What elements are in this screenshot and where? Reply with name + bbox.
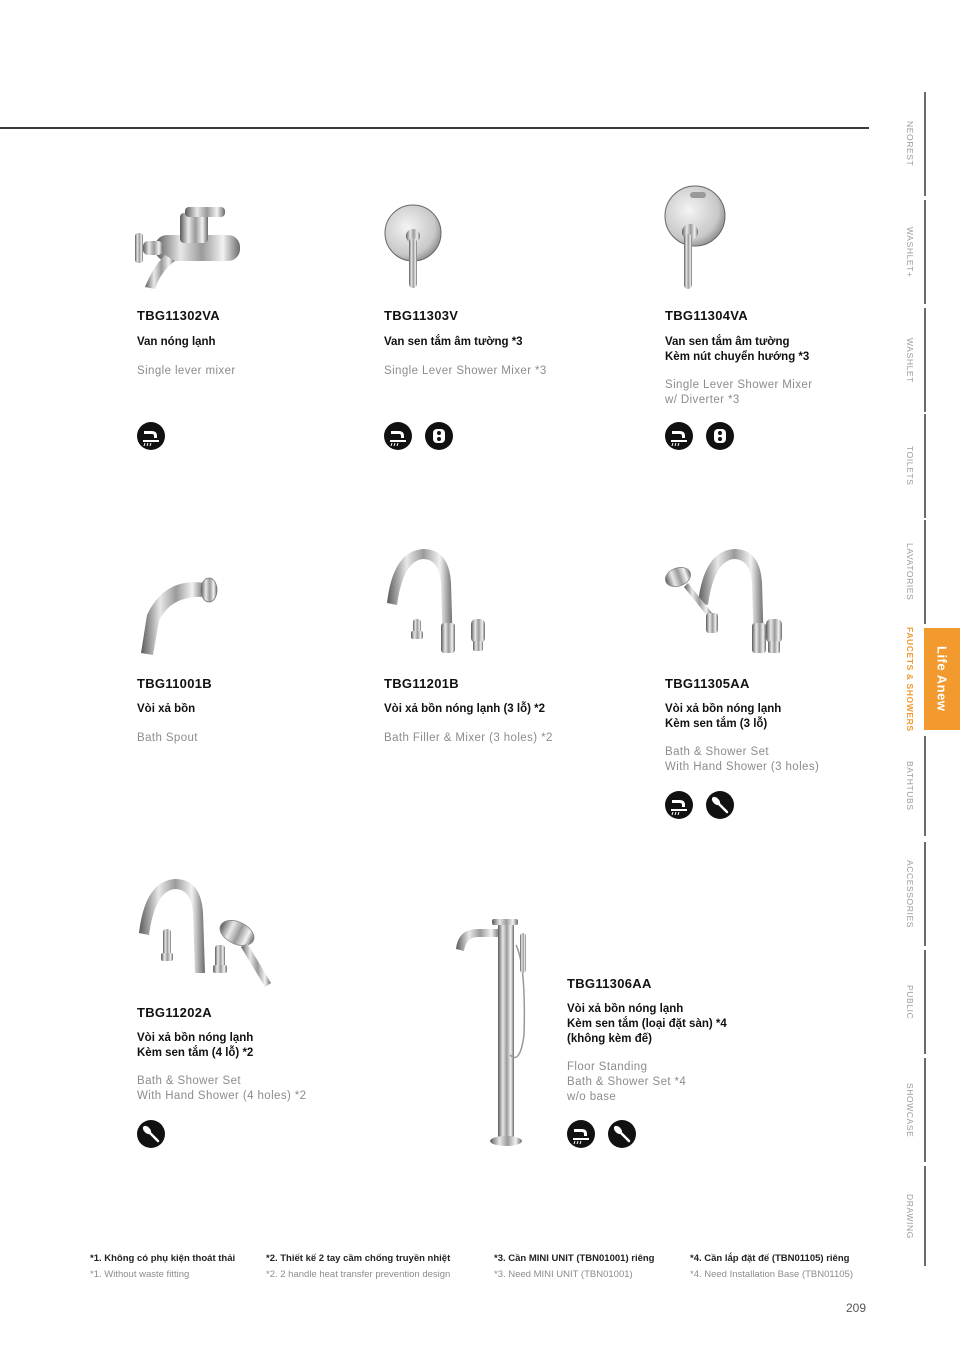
nav-label: SHOWCASE	[905, 1082, 915, 1138]
product-name-vn-line: Vòi xả bồn nóng lạnh	[665, 703, 782, 715]
product-name-vn	[567, 1002, 727, 1047]
nav-label: PUBLIC	[905, 984, 915, 1020]
product-name-en-line: With Hand Shower (3 holes)	[665, 761, 820, 773]
nav-divider	[924, 92, 926, 196]
shower-mixer-diverter-image	[664, 182, 726, 295]
product-name-en-line: With Hand Shower (4 holes) *2	[137, 1090, 307, 1102]
footnote-en: *4. Need Installation Base (TBN01105)	[690, 1269, 853, 1280]
page-number: 209	[846, 1301, 867, 1315]
footnote-vn: *2. Thiết kế 2 tay cầm chống truyền nhiệt	[266, 1253, 451, 1264]
nav-item-washlet[interactable]	[896, 308, 924, 412]
hand-shower-icon	[137, 1120, 165, 1148]
nav-item-faucets-showers[interactable]	[896, 628, 924, 730]
product-name-vn-line: Vòi xả bồn nóng lạnh	[137, 1032, 254, 1044]
header-rule	[0, 127, 869, 129]
nav-label: WASHLET+	[905, 226, 915, 278]
bath-shower-set-4hole-image	[135, 873, 275, 991]
nav-item-public[interactable]	[896, 950, 924, 1054]
product-name-vn	[137, 702, 195, 717]
footnote	[266, 1252, 450, 1282]
product-name-en	[665, 745, 819, 775]
footnote-vn: *1. Không có phụ kiện thoát thải	[90, 1253, 236, 1264]
product-name-en-line: Bath & Shower Set	[137, 1075, 241, 1087]
bath-spout-icon	[665, 791, 693, 819]
shower-mixer-image	[383, 200, 443, 295]
bath-shower-set-3hole-image	[664, 543, 794, 661]
product-name-vn	[665, 335, 809, 365]
bath-spout-icon	[567, 1120, 595, 1148]
product-name-en-line: Bath & Shower Set	[665, 746, 769, 758]
hand-shower-icon	[608, 1120, 636, 1148]
bath-filler-3hole-image	[383, 543, 493, 661]
product-code: TBG11305AA	[665, 676, 750, 691]
footnote-en: *1. Without waste fitting	[90, 1269, 190, 1280]
product-name-en	[665, 378, 812, 408]
product-name-vn-line: Kèm sen tắm (4 lỗ) *2	[137, 1047, 254, 1059]
nav-item-lavatories[interactable]	[896, 520, 924, 624]
footnote-en: *2. 2 handle heat transfer prevention design	[266, 1269, 451, 1280]
nav-label: ACCESSORIES	[905, 859, 915, 928]
nav-label: FAUCETS & SHOWERS	[905, 626, 915, 732]
nav-divider	[924, 950, 926, 1054]
nav-item-drawing[interactable]	[896, 1166, 924, 1266]
nav-label: NEOREST	[905, 121, 915, 167]
product-name-vn-line: Van sen tắm âm tường *3	[384, 336, 523, 348]
wall-mixer-image	[135, 205, 250, 295]
nav-divider	[924, 842, 926, 946]
bath-spout-icon	[665, 422, 693, 450]
product-code: TBG11303V	[384, 308, 459, 323]
nav-item-washlet-plus[interactable]	[896, 200, 924, 304]
product-name-en-line: w/ Diverter *3	[665, 394, 740, 406]
product-name-en	[137, 364, 236, 379]
nav-item-accessories[interactable]	[896, 842, 924, 946]
life-anew-tab[interactable]	[924, 628, 960, 730]
footnote-en: *3. Need MINI UNIT (TBN01001)	[494, 1269, 633, 1280]
product-name-en-line: Bath & Shower Set *4	[567, 1076, 687, 1088]
product-name-en-line: Bath Spout	[137, 732, 198, 744]
hand-shower-icon	[706, 791, 734, 819]
footnote-vn: *4. Cần lắp đặt đế (TBN01105) riêng	[690, 1253, 850, 1264]
bath-spout-icon	[384, 422, 412, 450]
footnote-vn: *3. Cần MINI UNIT (TBN01001) riêng	[494, 1253, 655, 1264]
nav-divider	[924, 1166, 926, 1266]
product-name-vn-line: (không kèm đế)	[567, 1033, 652, 1045]
product-name-en	[384, 364, 547, 379]
product-name-en-line: Single lever mixer	[137, 365, 236, 377]
product-code: TBG11001B	[137, 676, 212, 691]
nav-divider	[924, 414, 926, 518]
product-name-en-line: Bath Filler & Mixer (3 holes) *2	[384, 732, 553, 744]
product-name-en	[567, 1060, 686, 1105]
nav-label: LAVATORIES	[905, 543, 915, 601]
product-name-vn-line: Kèm nút chuyển hướng *3	[665, 351, 810, 363]
nav-label: TOILETS	[905, 446, 915, 486]
nav-item-bathtubs[interactable]	[896, 736, 924, 836]
product-name-vn-line: Vòi xả bồn	[137, 703, 196, 715]
floor-standing-set-image	[452, 915, 532, 1150]
nav-divider	[924, 1058, 926, 1162]
product-name-en	[137, 731, 198, 746]
product-name-vn-line: Kèm sen tắm (3 lỗ)	[665, 718, 768, 730]
footnote	[90, 1252, 235, 1282]
nav-divider	[924, 308, 926, 412]
product-name-vn-line: Vòi xả bồn nóng lạnh (3 lỗ) *2	[384, 703, 546, 715]
product-name-en-line: w/o base	[567, 1091, 617, 1103]
product-code: TBG11304VA	[665, 308, 748, 323]
footnote	[494, 1252, 654, 1282]
nav-divider	[924, 200, 926, 304]
product-name-en	[384, 731, 553, 746]
nav-label: BATHTUBS	[905, 761, 915, 811]
mini-unit-icon	[425, 422, 453, 450]
product-name-vn-line: Van nóng lạnh	[137, 336, 216, 348]
product-name-vn	[384, 702, 545, 717]
nav-divider	[924, 736, 926, 836]
product-name-en-line: Floor Standing	[567, 1061, 648, 1073]
product-code: TBG11302VA	[137, 308, 220, 323]
product-name-vn	[384, 335, 523, 350]
product-code: TBG11306AA	[567, 976, 652, 991]
nav-label: DRAWING	[905, 1193, 915, 1239]
nav-item-neorest[interactable]	[896, 92, 924, 196]
product-name-vn	[665, 702, 781, 732]
bath-spout-icon	[137, 422, 165, 450]
mini-unit-icon	[706, 422, 734, 450]
nav-item-toilets[interactable]	[896, 414, 924, 518]
product-name-en	[137, 1074, 306, 1104]
product-code: TBG11201B	[384, 676, 459, 691]
product-code: TBG11202A	[137, 1005, 212, 1020]
product-name-vn-line: Kèm sen tắm (loại đặt sàn) *4	[567, 1018, 727, 1030]
product-name-en-line: Single Lever Shower Mixer *3	[384, 365, 547, 377]
nav-item-showcase[interactable]	[896, 1058, 924, 1162]
product-name-vn	[137, 1031, 253, 1061]
bath-spout-image	[135, 575, 220, 660]
nav-label: WASHLET	[905, 337, 915, 383]
product-name-vn-line: Vòi xả bồn nóng lạnh	[567, 1003, 684, 1015]
footnote	[690, 1252, 853, 1282]
product-name-vn	[137, 335, 216, 350]
tab-label: Life Anew	[934, 646, 950, 712]
product-name-en-line: Single Lever Shower Mixer	[665, 379, 813, 391]
product-name-vn-line: Van sen tắm âm tường	[665, 336, 790, 348]
nav-divider	[924, 520, 926, 624]
